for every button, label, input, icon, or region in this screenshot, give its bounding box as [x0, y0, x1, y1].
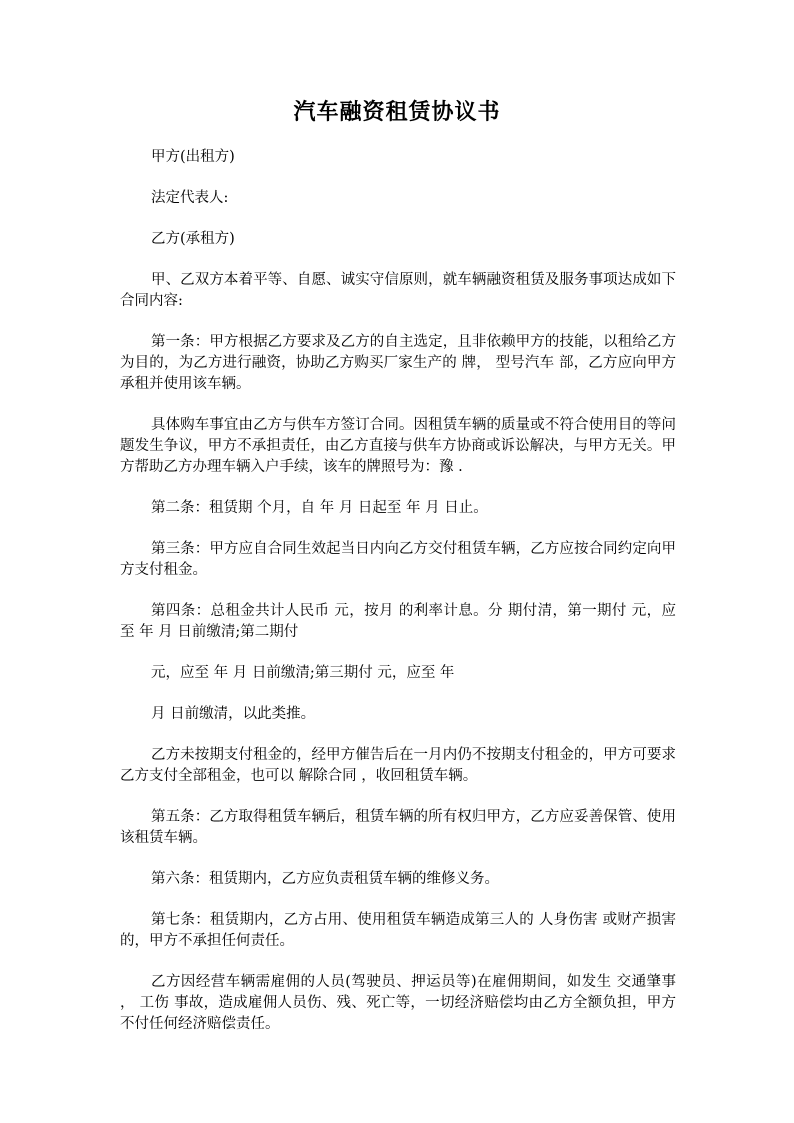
- article-7-paragraph: 第七条：租赁期内，乙方占用、使用租赁车辆造成第三人的 人身伤害 或财产损害的，甲方不承担任何责任。: [120, 912, 676, 949]
- vehicle-purchase-paragraph: 具体购车事宜由乙方与供车方签订合同。因租赁车辆的质量或不符合使用目的等问题发生争议，甲方不承担责任，由乙方直接与供车方协商或诉讼解决，与甲方无关。甲方帮助乙方办理车辆入户手续，该车的牌照号为：豫 .: [120, 417, 676, 475]
- article-1-paragraph: 第一条：甲方根据乙方要求及乙方的自主选定，且非依赖甲方的技能，以租给乙方为目的，为乙方进行融资，协助乙方购买厂家生产的 牌， 型号汽车 部，乙方应向甲方承租并使用该车辆。: [120, 334, 676, 392]
- document-title: 汽车融资租赁协议书: [293, 99, 501, 125]
- article-2-paragraph: 第二条：租赁期 个月，自 年 月 日起至 年 月 日止。: [151, 500, 488, 516]
- article-3-paragraph: 第三条：甲方应自合同生效起当日内向乙方交付租赁车辆，乙方应按合同约定向甲方支付租金。: [120, 541, 676, 578]
- article-4-continuation-1: 元，应至 年 月 日前缴清;第三期付 元，应至 年: [151, 665, 455, 681]
- preamble-paragraph: 甲、乙双方本着平等、自愿、诚实守信原则，就车辆融资租赁及服务事项达成如下合同内容:: [120, 272, 676, 309]
- article-5-paragraph: 第五条：乙方取得租赁车辆后，租赁车辆的所有权归甲方，乙方应妥善保管、使用该租赁车辆。: [120, 809, 676, 846]
- late-payment-paragraph: 乙方未按期支付租金的，经甲方催告后在一月内仍不按期支付租金的，甲方可要求乙方支付全部租金，也可以 解除合同 ，收回租赁车辆。: [120, 747, 676, 784]
- article-4-paragraph: 第四条：总租金共计人民币 元，按月 的利率计息。分 期付清，第一期付 元，应至 年 月 日前缴清;第二期付: [120, 603, 676, 640]
- employee-liability-paragraph: 乙方因经营车辆需雇佣的人员(驾驶员、押运员等)在雇佣期间，如发生 交通肇事 ， 工伤 事故，造成雇佣人员伤、残、死亡等，一切经济赔偿均由乙方全额负担，甲方不付任何经济赔偿责任。: [120, 974, 676, 1032]
- party-a-line: 甲方(出租方): [151, 149, 235, 165]
- article-4-continuation-2: 月 日前缴清，以此类推。: [151, 706, 316, 722]
- document-body: [120, 147, 676, 1055]
- article-6-paragraph: 第六条：租赁期内，乙方应负责租赁车辆的维修义务。: [151, 871, 499, 887]
- party-b-line: 乙方(承租方): [151, 231, 235, 247]
- legal-representative-line: 法定代表人:: [151, 190, 229, 206]
